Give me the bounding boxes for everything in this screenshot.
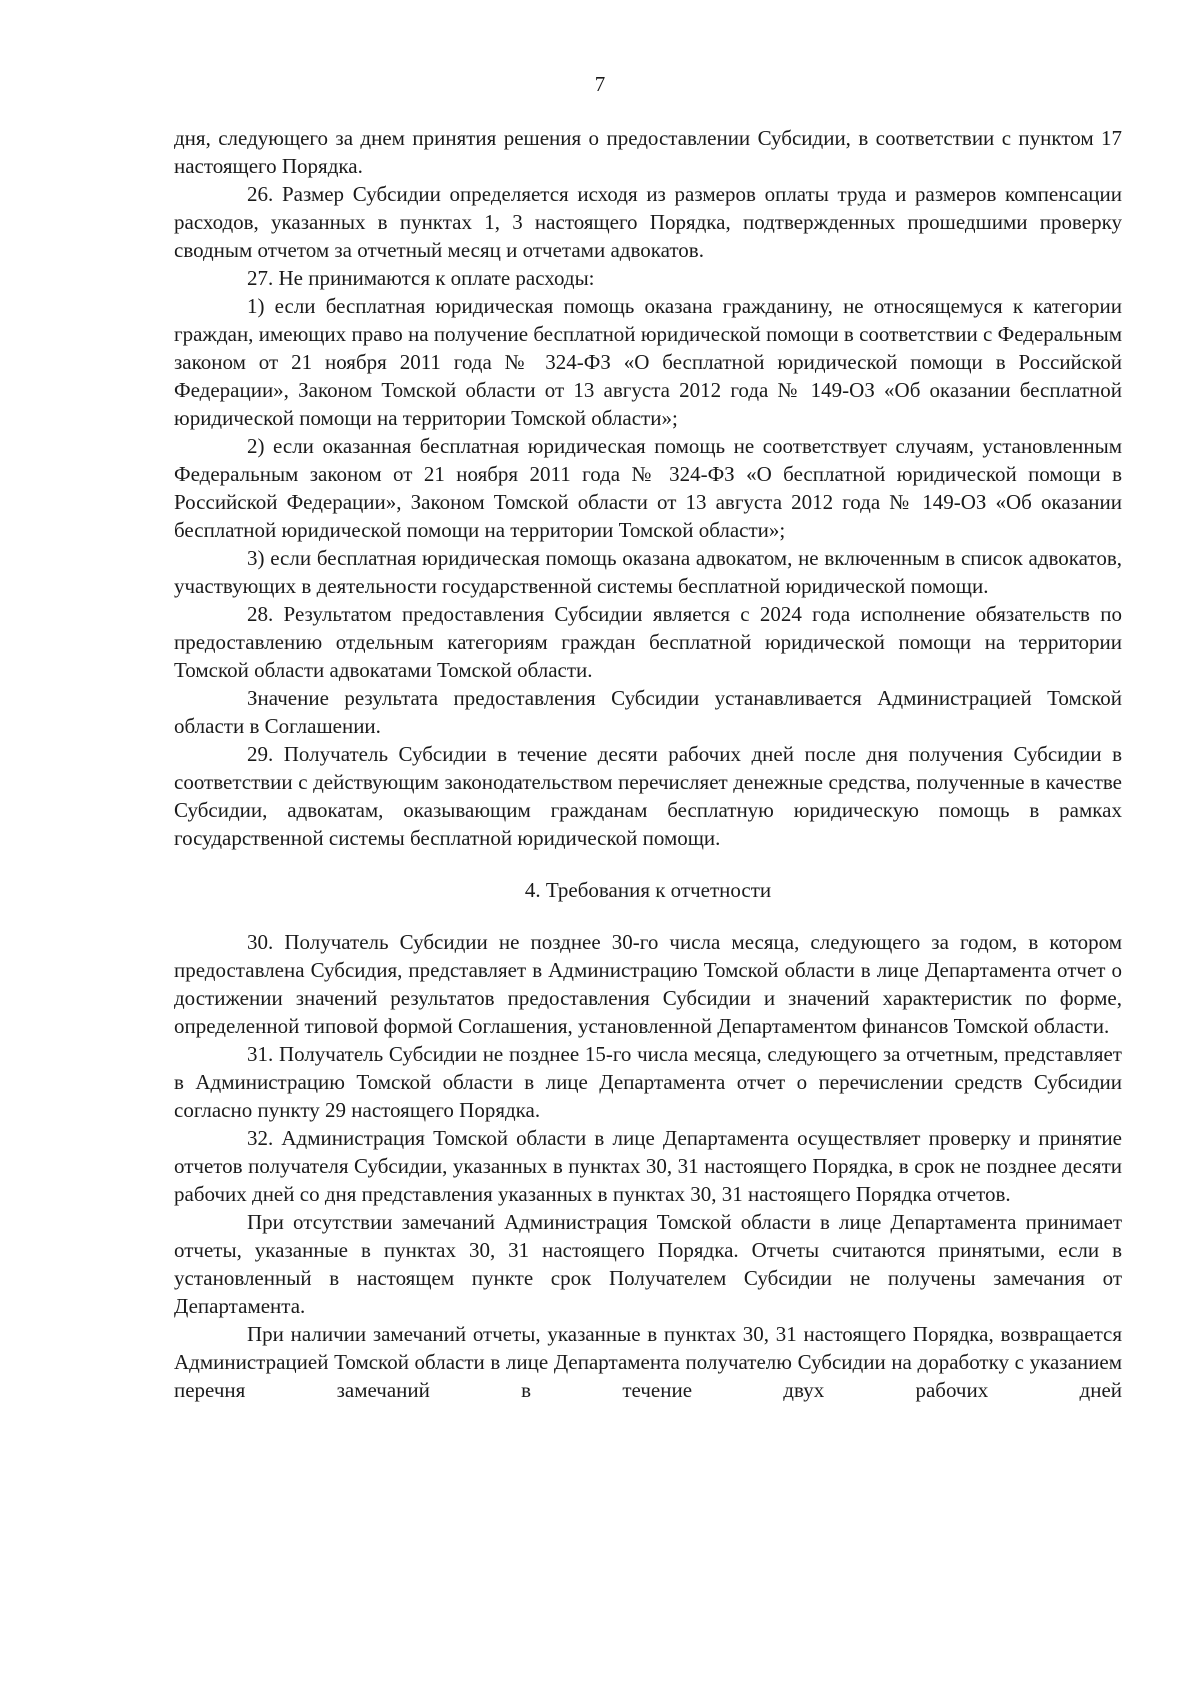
paragraph-continuation: дня, следующего за днем принятия решения о предоставлении Субсидии, в соответствии с пунктом 17 настоящего Порядка.	[174, 126, 1122, 178]
paragraph-32-with-remarks: При наличии замечаний отчеты, указанные в пунктах 30, 31 настоящего Порядка, возвращается Администрацией Томской области в лице Департамента получателю Субсидии на доработку с указанием перечня замечаний в течение двух рабочих дней	[174, 1322, 1122, 1402]
paragraph-28-result-value: Значение результата предоставления Субсидии устанавливается Администрацией Томской области в Соглашении.	[174, 686, 1122, 738]
paragraph-27-item-3: 3) если бесплатная юридическая помощь оказана адвокатом, не включенным в список адвокатов, участвующих в деятельности государственной системы бесплатной юридической помощи.	[174, 546, 1122, 598]
section-heading: 4. Требования к отчетности	[524, 878, 772, 902]
document-body	[174, 124, 1122, 1404]
paragraph-28: 28. Результатом предоставления Субсидии является с 2024 года исполнение обязательств по предоставлению отдельным категориям граждан бесплатной юридической помощи на территории Томской области адвокатами Томской области.	[174, 602, 1122, 682]
paragraph-27: 27. Не принимаются к оплате расходы:	[247, 266, 595, 290]
paragraph-27-item-1: 1) если бесплатная юридическая помощь оказана гражданину, не относящемуся к категории граждан, имеющих право на получение бесплатной юридической помощи в соответствии с Федеральным законом от 21 ноября 2011 года № 324-ФЗ «О бесплатной юридической помощи в Российской Федерации», Законом Томской области от 13 августа 2012 года № 149-ОЗ «Об оказании бесплатной юридической помощи на территории Томской области»;	[174, 294, 1122, 430]
paragraph-32-no-remarks: При отсутствии замечаний Администрация Томской области в лице Департамента принимает отчеты, указанные в пунктах 30, 31 настоящего Порядка. Отчеты считаются принятыми, если в установленный в настоящем пункте срок Получателем Субсидии не получены замечания от Департамента.	[174, 1210, 1122, 1318]
paragraph-31: 31. Получатель Субсидии не позднее 15-го числа месяца, следующего за отчетным, представляет в Администрацию Томской области в лице Департамента отчет о перечислении средств Субсидии согласно пункту 29 настоящего Порядка.	[174, 1042, 1122, 1122]
page-number: 7	[594, 72, 606, 96]
paragraph-32: 32. Администрация Томской области в лице Департамента осуществляет проверку и принятие отчетов получателя Субсидии, указанных в пунктах 30, 31 настоящего Порядка, в срок не позднее десяти рабочих дней со дня представления указанных в пунктах 30, 31 настоящего Порядка отчетов.	[174, 1126, 1122, 1206]
paragraph-29: 29. Получатель Субсидии в течение десяти рабочих дней после дня получения Субсидии в соответствии с действующим законодательством перечисляет денежные средства, полученные в качестве Субсидии, адвокатам, оказывающим гражданам бесплатную юридическую помощь в рамках государственной системы бесплатной юридической помощи.	[174, 742, 1122, 850]
paragraph-30: 30. Получатель Субсидии не позднее 30-го числа месяца, следующего за годом, в котором предоставлена Субсидия, представляет в Администрацию Томской области в лице Департамента отчет о достижении значений результатов предоставления Субсидии и значений характеристик по форме, определенной типовой формой Соглашения, установленной Департаментом финансов Томской области.	[174, 930, 1122, 1038]
paragraph-27-item-2: 2) если оказанная бесплатная юридическая помощь не соответствует случаям, установленным Федеральным законом от 21 ноября 2011 года № 324-ФЗ «О бесплатной юридической помощи в Российской Федерации», Законом Томской области от 13 августа 2012 года № 149-ОЗ «Об оказании бесплатной юридической помощи на территории Томской области»;	[174, 434, 1122, 542]
paragraph-26: 26. Размер Субсидии определяется исходя из размеров оплаты труда и размеров компенсации расходов, указанных в пунктах 1, 3 настоящего Порядка, подтвержденных прошедшими проверку сводным отчетом за отчетный месяц и отчетами адвокатов.	[174, 182, 1122, 262]
